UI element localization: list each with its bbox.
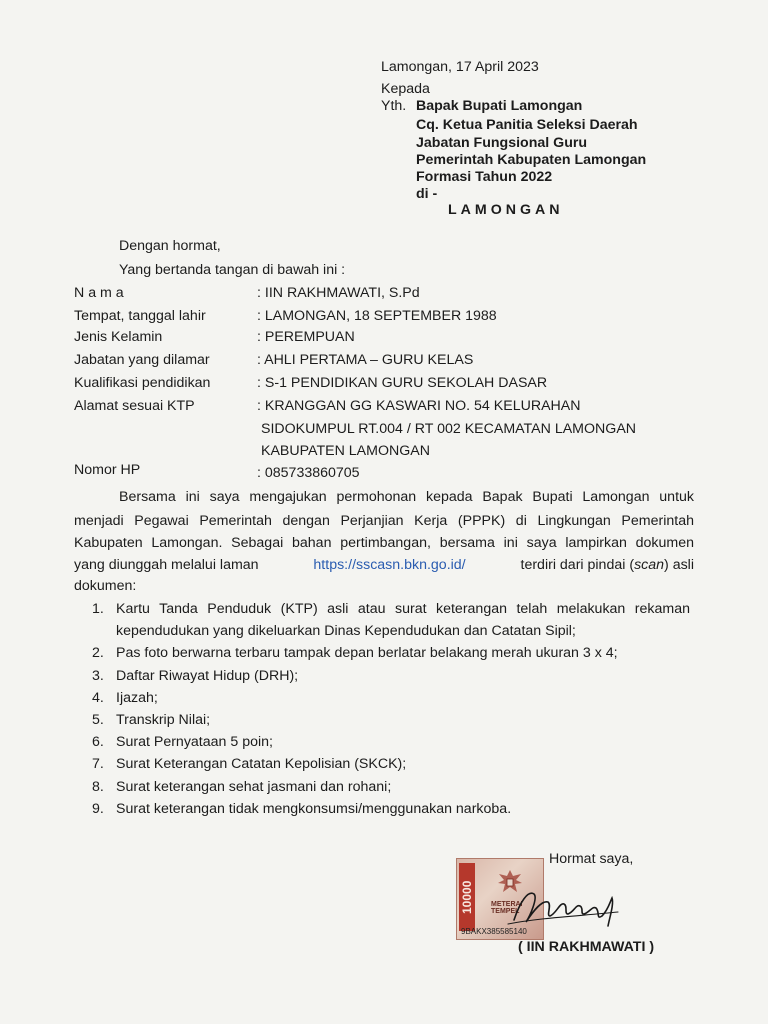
body-line-4-pre: yang diunggah melalui laman bbox=[74, 557, 259, 573]
list-item-number: 7. bbox=[92, 756, 104, 773]
field-value-education: : S-1 PENDIDIKAN GURU SEKOLAH DASAR bbox=[257, 375, 548, 391]
field-value-address-line-2: SIDOKUMPUL RT.004 / RT 002 KECAMATAN LAMONGAN bbox=[261, 421, 637, 437]
recipient-line-5: Formasi Tahun 2022 bbox=[416, 169, 553, 185]
body-line-4 bbox=[74, 555, 694, 575]
body-line-4-mid: terdiri dari pindai ( bbox=[520, 557, 635, 573]
recipient-city: LAMONGAN bbox=[448, 202, 564, 218]
recipient-line-2: Cq. Ketua Panitia Seleksi Daerah bbox=[416, 117, 638, 133]
body-line-4-scan: scan bbox=[634, 557, 665, 573]
signatory-name: ( IIN RAKHMAWATI ) bbox=[518, 939, 655, 955]
list-item bbox=[92, 776, 712, 798]
list-item-text-cont: kependudukan yang dikeluarkan Dinas Kependudukan dan Catatan Sipil; bbox=[116, 623, 576, 640]
field-label-position: Jabatan yang dilamar bbox=[74, 352, 210, 368]
body-line-2: menjadi Pegawai Pemerintah dengan Perjanjian Kerja (PPPK) di Lingkungan Pemerintah bbox=[74, 513, 694, 529]
signature bbox=[468, 872, 628, 932]
list-item-number: 6. bbox=[92, 734, 104, 751]
list-item-number: 4. bbox=[92, 689, 104, 706]
sscasn-link[interactable]: https://sscasn.bkn.go.id/ bbox=[313, 557, 466, 573]
body-line-3: Kabupaten Lamongan. Sebagai bahan pertimbangan, bersama ini saya lampirkan dokumen bbox=[74, 535, 694, 551]
recipient-line-3: Jabatan Fungsional Guru bbox=[416, 135, 588, 151]
field-value-gender: : PEREMPUAN bbox=[257, 329, 355, 345]
body-line-5: dokumen: bbox=[74, 578, 137, 594]
field-label-education: Kualifikasi pendidikan bbox=[74, 375, 211, 391]
field-label-phone: Nomor HP bbox=[74, 462, 141, 478]
list-item bbox=[92, 709, 712, 731]
intro: Yang bertanda tangan di bawah ini : bbox=[119, 262, 346, 278]
field-value-nama: : IIN RAKHMAWATI, S.Pd bbox=[257, 285, 420, 301]
list-item-number: 9. bbox=[92, 800, 104, 817]
recipient-line-4: Pemerintah Kabupaten Lamongan bbox=[416, 152, 647, 168]
list-item-number: 2. bbox=[92, 645, 104, 662]
field-value-ttl: : LAMONGAN, 18 SEPTEMBER 1988 bbox=[257, 308, 497, 324]
body-line-4-tail bbox=[521, 555, 695, 575]
list-item-text: Surat Keterangan Catatan Kepolisian (SKCK); bbox=[116, 756, 407, 773]
list-item-text: Daftar Riwayat Hidup (DRH); bbox=[116, 667, 299, 684]
field-label-nama: N a m a bbox=[74, 285, 124, 301]
list-item-text: Ijazah; bbox=[116, 689, 158, 706]
list-item bbox=[92, 665, 712, 687]
list-item-text: Kartu Tanda Penduduk (KTP) asli atau surat keterangan telah melakukan rekaman bbox=[116, 601, 690, 617]
closing: Hormat saya, bbox=[549, 851, 634, 867]
recipient-line-6: di - bbox=[416, 186, 438, 202]
list-item bbox=[92, 753, 712, 775]
body-line-1: Bersama ini saya mengajukan permohonan kepada Bapak Bupati Lamongan untuk bbox=[119, 489, 694, 505]
field-value-address-line-3: KABUPATEN LAMONGAN bbox=[261, 443, 430, 459]
list-item bbox=[92, 798, 712, 820]
list-item bbox=[92, 642, 712, 664]
field-label-gender: Jenis Kelamin bbox=[74, 329, 163, 345]
list-item-number: 8. bbox=[92, 778, 104, 795]
stamp-serial: 9BAKX385585140 bbox=[461, 927, 527, 936]
list-item-text: Surat Pernyataan 5 poin; bbox=[116, 734, 273, 751]
field-value-position: : AHLI PERTAMA – GURU KELAS bbox=[257, 352, 474, 368]
list-item-text: Surat keterangan sehat jasmani dan rohani; bbox=[116, 778, 392, 795]
list-item bbox=[92, 687, 712, 709]
field-value-phone: : 085733860705 bbox=[257, 465, 360, 481]
list-item-text: Surat keterangan tidak mengkonsumsi/menggunakan narkoba. bbox=[116, 800, 512, 817]
recipient-kepada: Kepada bbox=[381, 81, 430, 97]
list-item-number: 1. bbox=[92, 601, 104, 617]
field-label-ttl: Tempat, tanggal lahir bbox=[74, 308, 206, 324]
greeting: Dengan hormat, bbox=[119, 238, 221, 254]
recipient-line-1: Bapak Bupati Lamongan bbox=[416, 98, 583, 114]
list-item bbox=[92, 598, 712, 642]
recipient-yth: Yth. bbox=[381, 98, 407, 114]
list-item-text: Pas foto berwarna terbaru tampak depan berlatar belakang merah ukuran 3 x 4; bbox=[116, 645, 618, 662]
list-item-number: 5. bbox=[92, 712, 104, 729]
document-list bbox=[92, 598, 712, 820]
field-value-address: : KRANGGAN GG KASWARI NO. 54 KELURAHAN bbox=[257, 398, 581, 414]
place-date: Lamongan, 17 April 2023 bbox=[381, 59, 539, 75]
list-item-number: 3. bbox=[92, 667, 104, 684]
body-line-4-post: ) asli bbox=[664, 557, 694, 573]
field-label-address: Alamat sesuai KTP bbox=[74, 398, 195, 414]
list-item bbox=[92, 731, 712, 753]
list-item-text: Transkrip Nilai; bbox=[116, 712, 211, 729]
stamp-value: 10000 bbox=[459, 863, 475, 931]
stamp-label: METERAI TEMPEL bbox=[491, 901, 523, 915]
